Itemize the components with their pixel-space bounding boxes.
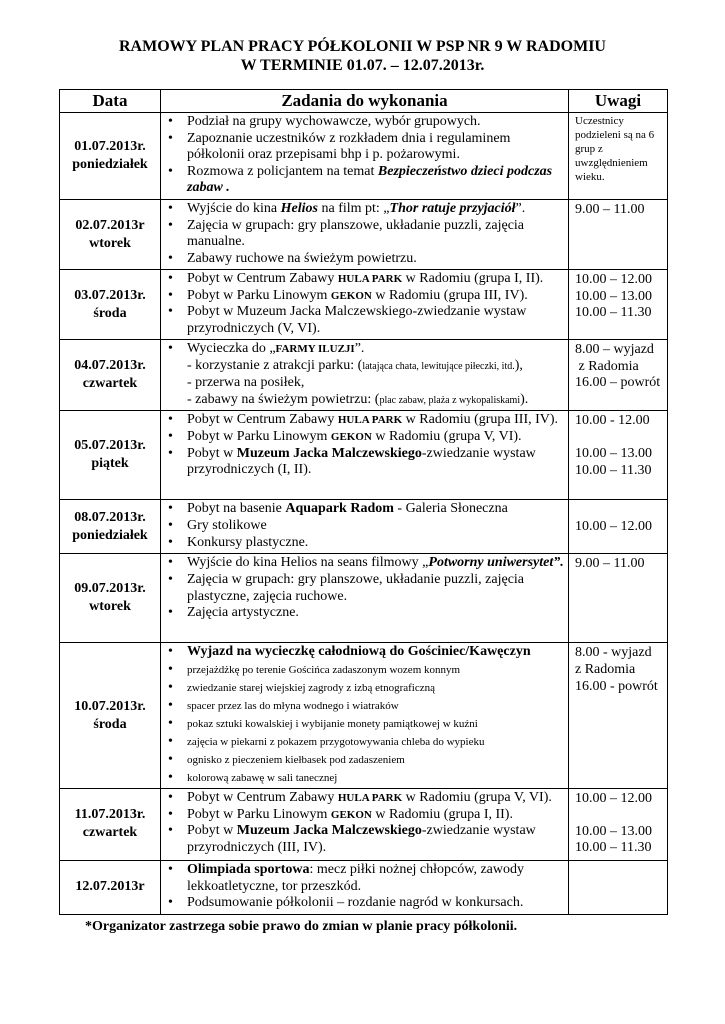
date-cell [60,554,161,643]
notes-cell [569,860,668,914]
time-slot: 16.00 - powrót [575,678,658,694]
task-item: • Pobyt w Muzeum Jacka Malczewskiego-zwiedzanie wystaw przyrodniczych (I, II). [161,446,564,479]
task-item: • Zabawy ruchowe na świeżym powietrzu. [161,251,564,268]
tasks-cell [161,500,569,554]
notes-cell: 9.00 – 11.00 [569,554,668,643]
date: 02.07.2013r [75,217,145,233]
date-cell [60,643,161,789]
footnote: *Organizator zastrzega sobie prawo do zmian w planie pracy półkolonii. [85,919,518,934]
date-cell [60,270,161,340]
task-detail: • spacer przez las do młyna wodnego i wiatraków [161,697,564,715]
time-slot: 10.00 – 12.00 [575,790,652,806]
table-row [60,500,668,554]
task-detail: • zajęcia w piekarni z pokazem przygotowywania chleba do wypieku [161,733,564,751]
table-row [60,788,668,860]
weekday: czwartek [82,825,138,841]
task-item: • Zapoznanie uczestników z rozkładem dnia i regulaminem półkolonii oraz przepisami bhp i p. pożarowymi. [161,131,564,164]
header-notes: Uwagi [569,90,668,113]
task-item: • Zajęcia w grupach: gry planszowe, układanie puzzli, zajęcia plastyczne, zajęcia ruchowe. [161,572,564,605]
weekday: środa [93,716,127,732]
time-slot: 10.00 – 11.30 [575,305,652,321]
date: 10.07.2013r. [74,698,146,714]
table-row [60,200,668,270]
tasks-cell [161,788,569,860]
notes-cell [569,340,668,411]
time-slot: z Radomia [575,358,639,374]
task-detail: • ognisko z pieczeniem kiełbasek pod zadaszeniem [161,751,564,769]
notes-cell [569,643,668,789]
tasks-cell [161,860,569,914]
tasks-cell [161,200,569,270]
task-detail: • kolorową zabawę w sali tanecznej [161,769,564,787]
tasks-cell [161,270,569,340]
date: 11.07.2013r. [74,807,146,823]
task-item: • Konkursy plastyczne. [161,535,564,552]
task-item: • Pobyt w Centrum Zabawy HULA PARK w Radomiu (grupa III, IV). [161,412,564,429]
date-cell [60,113,161,200]
task-item: • Gry stolikowe [161,518,564,535]
table-row [60,340,668,411]
task-item: • Wyjazd na wycieczkę całodniową do Gościniec/Kawęczyn [161,644,564,661]
tasks-cell [161,411,569,500]
weekday: poniedziałek [72,157,148,172]
task-item: • Olimpiada sportowa: mecz piłki nożnej chłopców, zawody lekkoatletyczne, tor przeszkód. [161,862,564,895]
tasks-cell [161,643,569,789]
date: 04.07.2013r. [74,358,146,374]
task-detail: - zabawy na świeżym powietrzu: (plac zabaw, plaża z wykopaliskami). [187,391,529,407]
tasks-cell [161,340,569,411]
task-item: • Podział na grupy wychowawcze, wybór grupowych. [161,114,564,131]
task-item: • Wyjście do kina Helios na film pt: „Thor ratuje przyjaciół”. [161,201,564,218]
task-item: • Pobyt w Muzeum Jacka Malczewskiego-zwiedzanie wystaw przyrodniczych (III, IV). [161,823,564,856]
date: 01.07.2013r. [74,139,146,154]
time-slot: 10.00 – 11.30 [575,462,652,478]
time-slot: 10.00 - 12.00 [575,413,650,429]
header-tasks: Zadania do wykonania [161,90,569,113]
task-item: • Zajęcia artystyczne. [161,605,564,622]
notes-cell: 9.00 – 11.00 [569,200,668,270]
task-item: • Pobyt w Centrum Zabawy HULA PARK w Radomiu (grupa I, II). [161,271,564,288]
time-slot: 10.00 – 12.00 [575,272,652,287]
header-date: Data [60,90,161,113]
task-item: • Zajęcia w grupach: gry planszowe, układanie puzzli, zajęcia manualne. [161,218,564,251]
weekday: poniedziałek [72,527,148,543]
notes-cell: Uczestnicy podzieleni są na 6 grup z uwzględnieniem wieku. [569,113,668,200]
task-item: • Pobyt na basenie Aquapark Radom - Galeria Słoneczna [161,501,564,518]
notes-cell [569,270,668,340]
weekday: czwartek [82,376,138,392]
weekday: wtorek [89,599,131,615]
date-cell [60,340,161,411]
table-row [60,860,668,914]
time-slot: 16.00 – powrót [575,375,661,391]
time-slot: 10.00 – 13.00 [575,445,652,461]
date: 12.07.2013r [75,879,145,895]
weekday: piątek [91,456,129,472]
date-cell [60,411,161,500]
date: 05.07.2013r. [74,438,146,454]
task-item: • Pobyt w Parku Linowym GEKON w Radomiu (grupa III, IV). [161,288,564,305]
task-item: • Pobyt w Parku Linowym GEKON w Radomiu (grupa V, VI). [161,429,564,446]
time-slot: 10.00 – 11.30 [575,840,652,856]
date: 08.07.2013r. [74,509,146,525]
notes-cell: 10.00 – 12.00 [569,500,668,554]
task-detail: • przejażdżkę po terenie Gościńca zadaszonym wozem konnym [161,661,564,679]
tasks-cell [161,113,569,200]
title-line-2: W TERMINIE 01.07. – 12.07.2013r. [240,57,485,74]
document-title [0,37,725,75]
task-item: • Wycieczka do „FARMY ILUZJI”. [161,341,564,358]
date: 03.07.2013r. [74,287,146,303]
table-row [60,554,668,643]
table-row [60,270,668,340]
table-row [60,113,668,200]
date-cell [60,860,161,914]
table-row [60,411,668,500]
time-slot: 8.00 – wyjazd [575,342,654,357]
time-slot: z Radomia [575,661,636,677]
task-detail: • zwiedzanie starej wiejskiej zagrody z izbą etnograficzną [161,679,564,697]
table-row [60,643,668,789]
task-item: • Rozmowa z policjantem na temat Bezpieczeństwo dzieci podczas zabaw . [161,164,564,197]
title-line-1: RAMOWY PLAN PRACY PÓŁKOLONII W PSP NR 9 W RADOMIU [119,38,606,55]
date-cell [60,200,161,270]
schedule-table [59,89,668,915]
tasks-cell [161,554,569,643]
task-item: • Wyjście do kina Helios na seans filmowy „Potworny uniwersytet”. [161,555,564,572]
task-detail: - korzystanie z atrakcji parku: (latająca chata, lewitujące piłeczki, itd.), [187,357,523,373]
task-item: • Pobyt w Centrum Zabawy HULA PARK w Radomiu (grupa V, VI). [161,790,564,807]
task-item: • Pobyt w Parku Linowym GEKON w Radomiu (grupa I, II). [161,807,564,824]
task-detail: • pokaz sztuki kowalskiej i wybijanie monety pamiątkowej w kuźni [161,715,564,733]
notes-cell [569,411,668,500]
task-detail: - przerwa na posiłek, [187,375,305,391]
time-slot: 8.00 - wyjazd [575,645,652,661]
weekday: środa [93,305,127,321]
date-cell [60,788,161,860]
table-header-row [60,90,668,113]
time-slot: 10.00 – 13.00 [575,288,652,304]
task-item: • Podsumowanie półkolonii – rozdanie nagród w konkursach. [161,895,564,912]
date: 09.07.2013r. [74,581,146,597]
notes-cell [569,788,668,860]
task-item: • Pobyt w Muzeum Jacka Malczewskiego-zwiedzanie wystaw przyrodniczych (V, VI). [161,304,564,337]
date-cell [60,500,161,554]
time-slot: 10.00 – 13.00 [575,823,652,839]
weekday: wtorek [89,235,131,251]
